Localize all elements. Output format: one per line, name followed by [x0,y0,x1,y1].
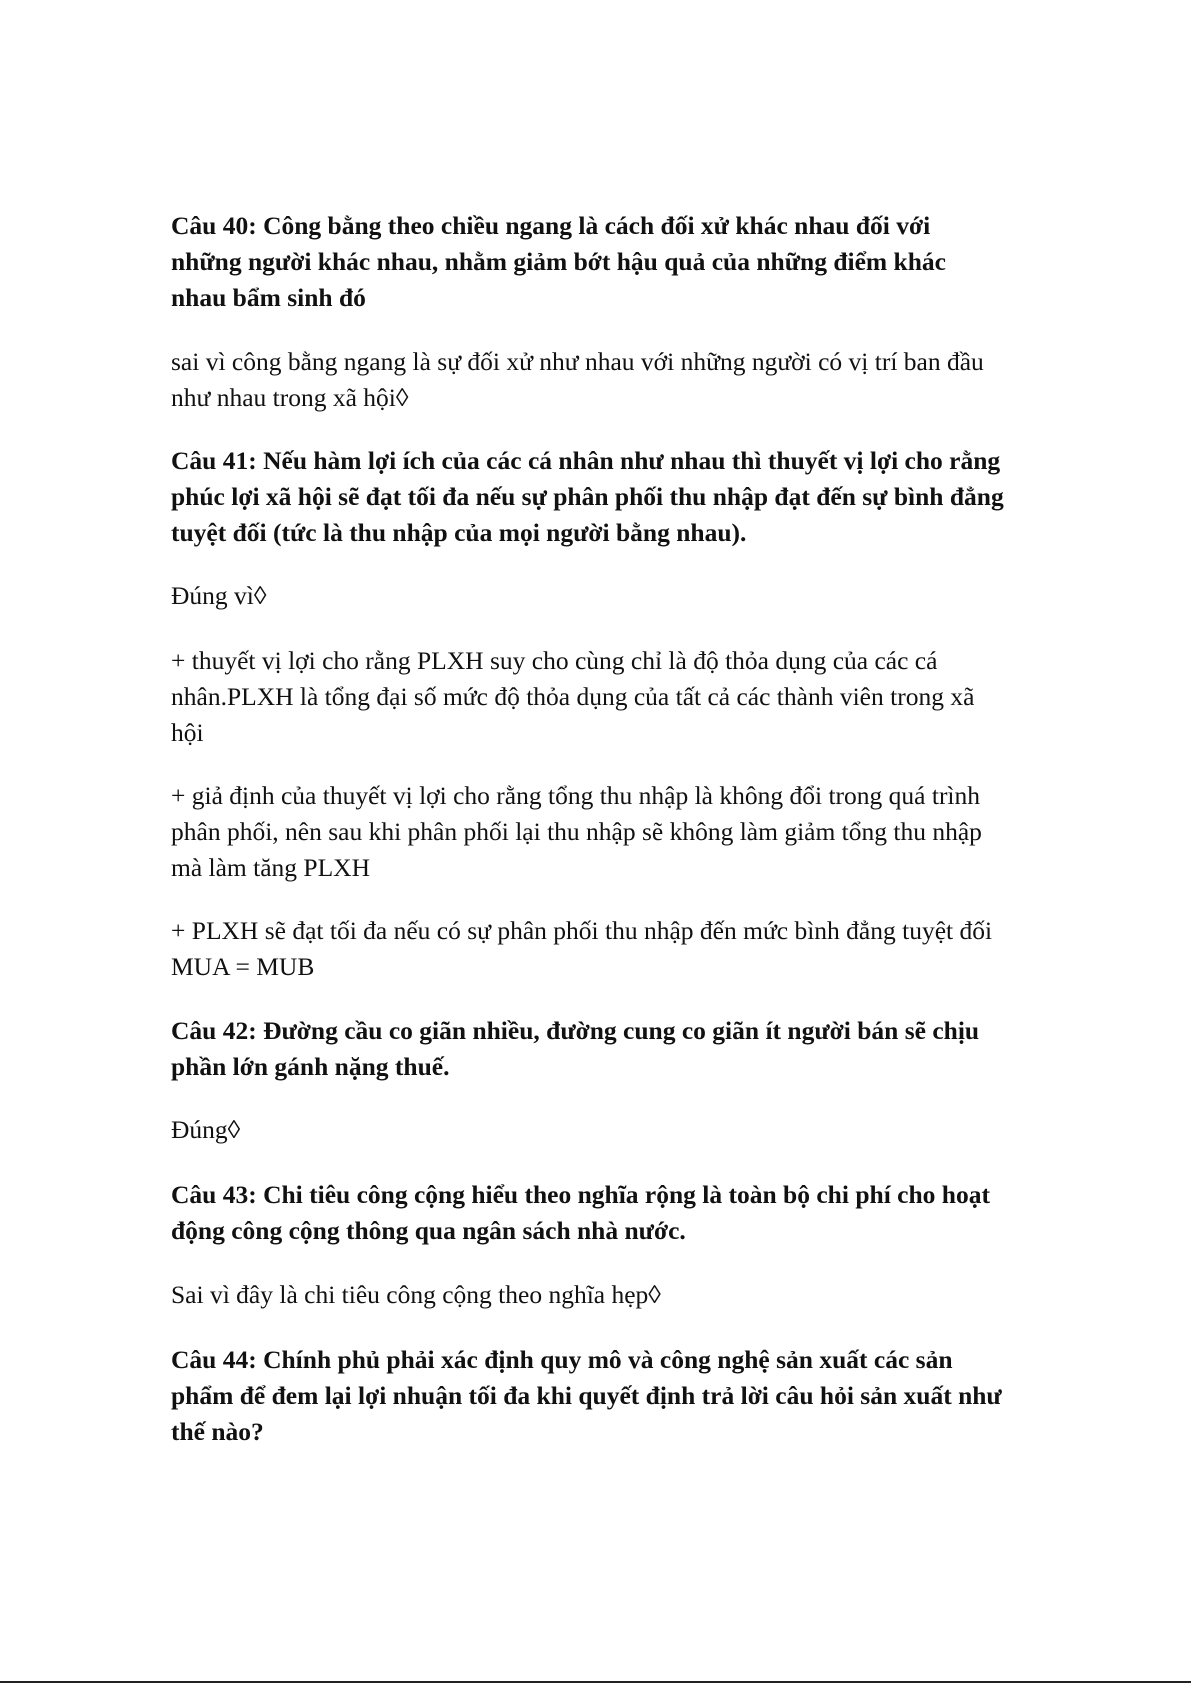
question-42: Câu 42: Đường cầu co giãn nhiều, đường cung co giãn ít người bán sẽ chịu phần lớn gánh nặng thuế. [171,1016,980,1081]
question-40: Câu 40: Công bằng theo chiều ngang là cách đối xử khác nhau đối với những người khác nhau, nhằm giảm bớt hậu quả của những điểm khác nhau bẩm sinh đó [171,211,946,312]
answer-41-point-1: + thuyết vị lợi cho rằng PLXH suy cho cùng chỉ là độ thỏa dụng của các cá nhân.PLXH là tổng đại số mức độ thỏa dụng của tất cả các thành viên trong xã hội [171,646,975,747]
answer-42: Đúng◊ [171,1115,241,1144]
answer-41-point-3: + PLXH sẽ đạt tối đa nếu có sự phân phối thu nhập đến mức bình đẳng tuyệt đối MUA = MUB [171,916,993,981]
question-43: Câu 43: Chi tiêu công cộng hiểu theo nghĩa rộng là toàn bộ chi phí cho hoạt động công cộng thông qua ngân sách nhà nước. [171,1180,990,1245]
answer-41-verdict: Đúng vì◊ [171,581,267,610]
answer-40: sai vì công bằng ngang là sự đối xử như nhau với những người có vị trí ban đầu như nhau trong xã hội◊ [171,347,984,412]
answer-41-point-2: + giả định của thuyết vị lợi cho rằng tổng thu nhập là không đổi trong quá trình phân phối, nên sau khi phân phối lại thu nhập sẽ không làm giảm tổng thu nhập mà làm tăng PLXH [171,781,982,882]
answer-43: Sai vì đây là chi tiêu công cộng theo nghĩa hẹp◊ [171,1280,661,1309]
question-41: Câu 41: Nếu hàm lợi ích của các cá nhân như nhau thì thuyết vị lợi cho rằng phúc lợi xã hội sẽ đạt tối đa nếu sự phân phối thu nhập đạt đến sự bình đẳng tuyệt đối (tức là thu nhập của mọi người bằng nhau). [171,446,1004,547]
question-44: Câu 44: Chính phủ phải xác định quy mô và công nghệ sản xuất các sản phẩm để đem lại lợi nhuận tối đa khi quyết định trả lời câu hỏi sản xuất như thế nào? [171,1345,1002,1446]
page-bottom-rule [0,1681,1191,1683]
